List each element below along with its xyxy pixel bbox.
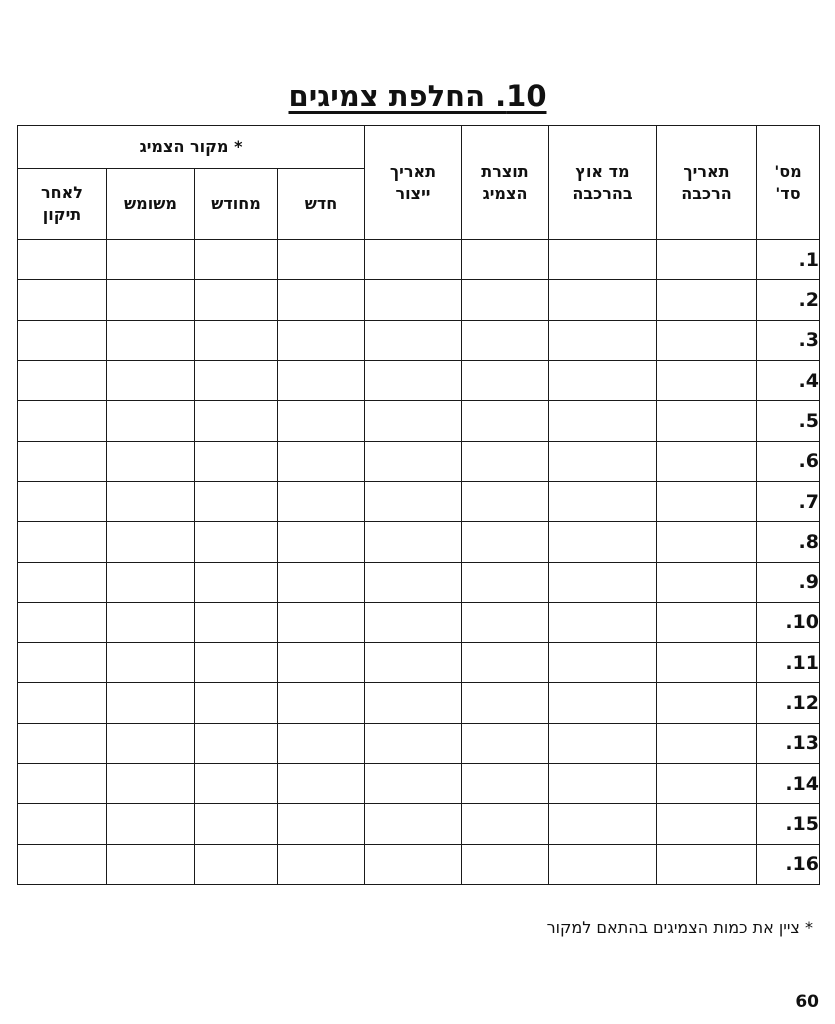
row-number: .5 [798,409,819,432]
entry-cell[interactable] [18,320,107,360]
row-number-cell [757,562,820,602]
row-number: .4 [798,369,819,392]
table-row [18,643,820,683]
entry-cell[interactable] [657,522,757,562]
table-row [18,280,820,320]
entry-cell[interactable] [107,602,195,642]
row-number: .12 [785,692,819,715]
table-row [18,441,820,481]
entry-cell[interactable] [278,764,365,804]
entry-cell[interactable] [18,602,107,642]
entry-cell[interactable] [107,360,195,400]
entry-cell[interactable] [107,643,195,683]
entry-cell[interactable] [365,360,462,400]
entry-cell[interactable] [278,320,365,360]
entry-cell[interactable] [657,280,757,320]
row-number-cell [757,844,820,884]
header-tire-source: * מקור הצמיג [18,126,365,169]
entry-cell[interactable] [549,764,657,804]
entry-cell[interactable] [462,764,549,804]
entry-cell[interactable] [365,804,462,844]
entry-cell[interactable] [365,441,462,481]
entry-cell[interactable] [462,643,549,683]
entry-cell[interactable] [365,280,462,320]
entry-cell[interactable] [365,481,462,521]
table-row [18,804,820,844]
row-number-cell [757,522,820,562]
entry-cell[interactable] [195,804,278,844]
entry-cell[interactable] [107,280,195,320]
header-source-used: משומש [107,169,195,240]
entry-cell[interactable] [549,804,657,844]
table-row [18,401,820,441]
table-row [18,844,820,884]
entry-cell[interactable] [107,683,195,723]
row-number-cell [757,683,820,723]
entry-cell[interactable] [278,481,365,521]
entry-cell[interactable] [549,643,657,683]
table-row [18,764,820,804]
entry-cell[interactable] [195,643,278,683]
entry-cell[interactable] [365,844,462,884]
entry-cell[interactable] [462,522,549,562]
entry-cell[interactable] [462,723,549,763]
row-number: .13 [785,732,819,755]
entry-cell[interactable] [549,562,657,602]
entry-cell[interactable] [365,683,462,723]
entry-cell[interactable] [462,602,549,642]
row-number: .16 [785,853,819,876]
entry-cell[interactable] [18,360,107,400]
row-number: .6 [798,450,819,473]
entry-cell[interactable] [549,441,657,481]
row-number: .7 [798,490,819,513]
entry-cell[interactable] [278,683,365,723]
entry-cell[interactable] [365,240,462,280]
entry-cell[interactable] [18,844,107,884]
entry-cell[interactable] [195,723,278,763]
row-number: .11 [785,651,819,674]
entry-cell[interactable] [195,602,278,642]
row-number: .14 [785,772,819,795]
entry-cell[interactable] [462,441,549,481]
row-number: .2 [798,288,819,311]
row-number-cell [757,401,820,441]
entry-cell[interactable] [549,401,657,441]
entry-cell[interactable] [549,844,657,884]
row-number-cell [757,643,820,683]
entry-cell[interactable] [195,562,278,602]
entry-cell[interactable] [365,562,462,602]
entry-cell[interactable] [657,764,757,804]
entry-cell[interactable] [657,481,757,521]
entry-cell[interactable] [195,401,278,441]
entry-cell[interactable] [549,360,657,400]
row-number: .9 [798,571,819,594]
entry-cell[interactable] [195,522,278,562]
row-number-cell [757,320,820,360]
row-number-cell [757,441,820,481]
entry-cell[interactable] [278,280,365,320]
header-tire-brand: תוצרת הצמיג [462,126,549,240]
entry-cell[interactable] [657,602,757,642]
entry-cell[interactable] [549,320,657,360]
table-row [18,481,820,521]
entry-cell[interactable] [195,280,278,320]
entry-cell[interactable] [18,401,107,441]
entry-cell[interactable] [278,360,365,400]
entry-cell[interactable] [278,844,365,884]
row-number-cell [757,602,820,642]
entry-cell[interactable] [18,643,107,683]
entry-cell[interactable] [278,602,365,642]
entry-cell[interactable] [365,723,462,763]
entry-cell[interactable] [278,562,365,602]
entry-cell[interactable] [107,401,195,441]
entry-cell[interactable] [278,643,365,683]
entry-cell[interactable] [18,441,107,481]
entry-cell[interactable] [462,683,549,723]
entry-cell[interactable] [657,401,757,441]
table-body [18,240,820,885]
row-number: .10 [785,611,819,634]
entry-cell[interactable] [657,441,757,481]
footnote: * ציין את כמות הצמיגים בהתאם למקור [546,918,813,937]
header-source-after-repair: לאחר תיקון [18,169,107,240]
entry-cell[interactable] [18,280,107,320]
entry-cell[interactable] [195,481,278,521]
entry-cell[interactable] [107,481,195,521]
entry-cell[interactable] [195,320,278,360]
table-row [18,320,820,360]
entry-cell[interactable] [107,441,195,481]
table-row [18,522,820,562]
header-serial-no: מס' סד' [757,126,820,240]
entry-cell[interactable] [107,240,195,280]
row-number-cell [757,723,820,763]
entry-cell[interactable] [278,804,365,844]
entry-cell[interactable] [195,441,278,481]
row-number: .8 [798,530,819,553]
entry-cell[interactable] [462,401,549,441]
entry-cell[interactable] [462,320,549,360]
page-title-text: 10. החלפת צמיגים [288,79,547,113]
entry-cell[interactable] [195,683,278,723]
entry-cell[interactable] [657,320,757,360]
entry-cell[interactable] [549,683,657,723]
entry-cell[interactable] [462,360,549,400]
table-row [18,360,820,400]
row-number: .15 [785,813,819,836]
row-number: .3 [798,329,819,352]
entry-cell[interactable] [107,723,195,763]
table-row [18,683,820,723]
row-number: .1 [798,248,819,271]
table-row [18,562,820,602]
row-number-cell [757,764,820,804]
row-number-cell [757,240,820,280]
entry-cell[interactable] [195,764,278,804]
entry-cell[interactable] [657,844,757,884]
entry-cell[interactable] [462,240,549,280]
entry-cell[interactable] [657,360,757,400]
entry-cell[interactable] [462,562,549,602]
entry-cell[interactable] [107,764,195,804]
entry-cell[interactable] [462,481,549,521]
page-title [0,78,835,114]
entry-cell[interactable] [107,320,195,360]
entry-cell[interactable] [107,562,195,602]
entry-cell[interactable] [18,562,107,602]
entry-cell[interactable] [195,360,278,400]
entry-cell[interactable] [107,522,195,562]
header-tread-depth: מד אוץ בהרכבה [549,126,657,240]
entry-cell[interactable] [657,723,757,763]
entry-cell[interactable] [462,804,549,844]
entry-cell[interactable] [18,522,107,562]
entry-cell[interactable] [657,240,757,280]
entry-cell[interactable] [278,401,365,441]
entry-cell[interactable] [365,522,462,562]
entry-cell[interactable] [278,522,365,562]
entry-cell[interactable] [18,683,107,723]
table-row [18,602,820,642]
row-number-cell [757,280,820,320]
entry-cell[interactable] [278,441,365,481]
entry-cell[interactable] [549,481,657,521]
entry-cell[interactable] [657,562,757,602]
entry-cell[interactable] [657,683,757,723]
entry-cell[interactable] [549,602,657,642]
table-row [18,240,820,280]
entry-cell[interactable] [18,481,107,521]
header-manufacture-date: תאריך ייצור [365,126,462,240]
entry-cell[interactable] [365,602,462,642]
entry-cell[interactable] [278,240,365,280]
entry-cell[interactable] [657,643,757,683]
entry-cell[interactable] [195,240,278,280]
table-row [18,723,820,763]
header-source-retread: מחודש [195,169,278,240]
entry-cell[interactable] [365,320,462,360]
entry-cell[interactable] [365,764,462,804]
entry-cell[interactable] [549,723,657,763]
entry-cell[interactable] [365,643,462,683]
row-number-cell [757,481,820,521]
page-number: 60 [795,992,819,1012]
entry-cell[interactable] [107,844,195,884]
row-number-cell [757,360,820,400]
entry-cell[interactable] [365,401,462,441]
entry-cell[interactable] [18,804,107,844]
entry-cell[interactable] [18,764,107,804]
entry-cell[interactable] [657,804,757,844]
entry-cell[interactable] [462,280,549,320]
entry-cell[interactable] [18,240,107,280]
header-source-new: חדש [278,169,365,240]
entry-cell[interactable] [278,723,365,763]
entry-cell[interactable] [107,804,195,844]
entry-cell[interactable] [18,723,107,763]
header-mount-date: תאריך הרכבה [657,126,757,240]
entry-cell[interactable] [549,240,657,280]
tire-replacement-table [17,125,820,885]
entry-cell[interactable] [549,522,657,562]
entry-cell[interactable] [549,280,657,320]
entry-cell[interactable] [195,844,278,884]
row-number-cell [757,804,820,844]
entry-cell[interactable] [462,844,549,884]
